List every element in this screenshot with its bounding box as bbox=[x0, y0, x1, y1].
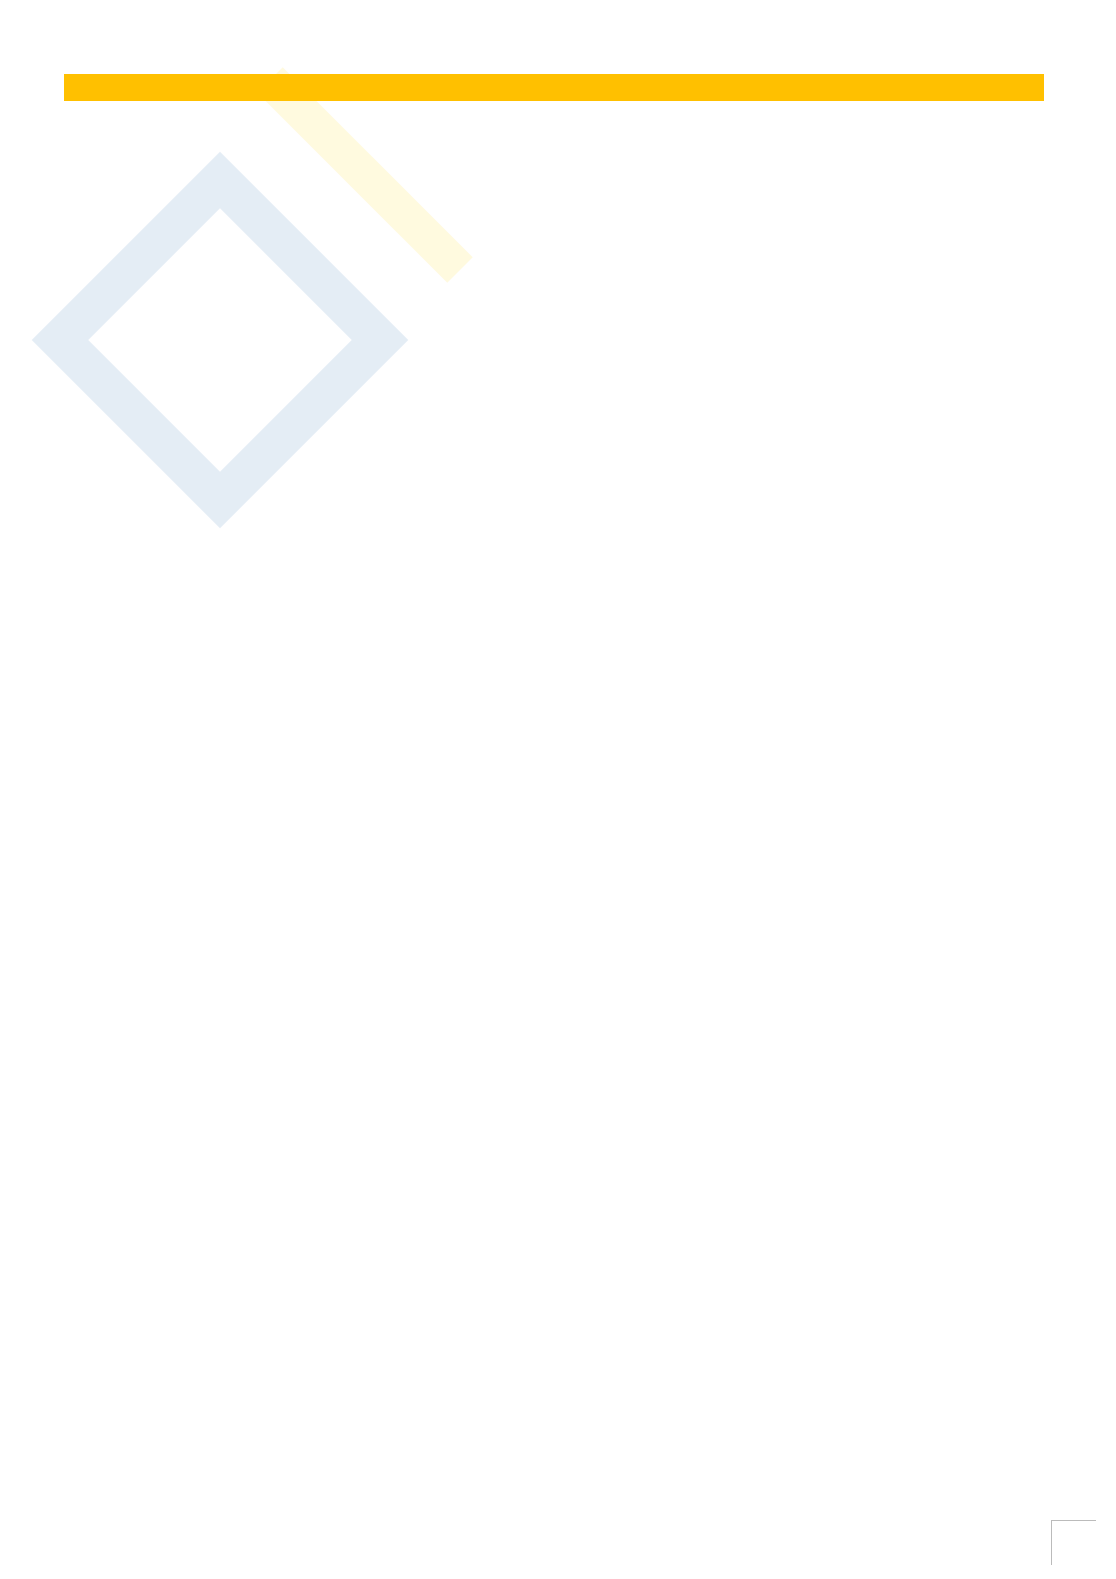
page-number bbox=[1051, 1520, 1096, 1565]
main-content bbox=[66, 64, 1044, 101]
watermark-logo bbox=[20, 40, 500, 560]
section-heading bbox=[64, 74, 1044, 101]
